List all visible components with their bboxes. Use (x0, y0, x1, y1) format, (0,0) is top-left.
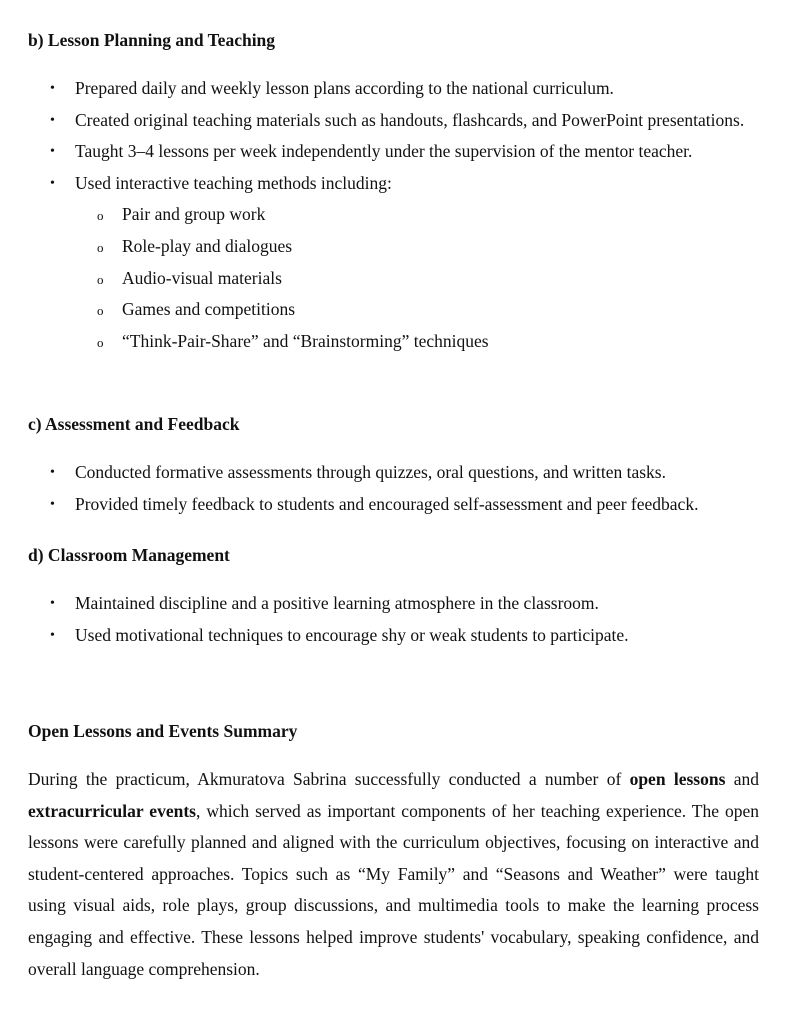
sub-list-item (75, 231, 759, 263)
bullet-icon: • (50, 627, 55, 643)
teaching-methods-sublist (75, 199, 759, 357)
circle-bullet-icon: o (97, 271, 104, 287)
sub-list-item (75, 199, 759, 231)
circle-bullet-icon: o (97, 239, 104, 255)
list-item-text: Conducted formative assessments through quizzes, oral questions, and written tasks. (75, 462, 666, 482)
list-item-text: Used motivational techniques to encourage shy or weak students to participate. (75, 624, 629, 645)
section-b-list (0, 73, 800, 357)
section-b-heading: b) Lesson Planning and Teaching (28, 30, 276, 50)
bullet-icon: • (50, 496, 55, 512)
sub-list-item-text: Games and competitions (122, 299, 296, 320)
summary-text-1: During the practicum, Akmuratova Sabrina successfully conducted a number of (28, 769, 630, 789)
list-item (0, 73, 800, 105)
list-item (0, 620, 800, 652)
sub-list-item-text: Role-play and dialogues (122, 235, 293, 256)
list-item (0, 489, 800, 521)
list-item-text: Prepared daily and weekly lesson plans according to the national curriculum. (75, 78, 614, 98)
summary-text-3: , which served as important components of her teaching experience. The open lessons were carefully planned and aligned with the curriculum objectives, focusing on interactive and student-centered approaches. Topics such as “My Family” and “Seasons and Weather” were taught using visual aids, role plays, group discussions, and multimedia tools to make the learning process engaging and effective. These lessons helped improve students' vocabulary, speaking confidence, and overall language comprehension. (28, 800, 760, 979)
list-item-text: Created original teaching materials such as handouts, flashcards, and PowerPoint presentations. (75, 109, 745, 130)
list-item-text: Maintained discipline and a positive learning atmosphere in the classroom. (75, 593, 599, 613)
section-d-list (0, 588, 800, 651)
sub-list-item (75, 263, 759, 295)
sub-list-item (75, 326, 759, 358)
bullet-icon: • (50, 81, 55, 96)
bullet-icon: • (50, 144, 55, 160)
list-item (0, 457, 800, 489)
sub-list-item-text: Pair and group work (122, 204, 266, 225)
sub-list-item-text: Audio-visual materials (122, 267, 282, 288)
list-item-text: Used interactive teaching methods including: (75, 172, 392, 193)
list-item (0, 136, 800, 168)
list-item-text: Provided timely feedback to students and encouraged self-assessment and peer feedback. (75, 493, 699, 514)
section-c-heading: c) Assessment and Feedback (28, 414, 240, 434)
summary-text-2: and (725, 769, 759, 789)
summary-paragraph (28, 764, 759, 985)
circle-bullet-icon: o (97, 208, 104, 224)
list-item (0, 588, 800, 620)
bullet-icon: • (50, 596, 55, 611)
list-item (0, 168, 800, 358)
summary-heading: Open Lessons and Events Summary (28, 721, 298, 741)
bullet-icon: • (50, 112, 55, 128)
section-c-list (0, 457, 800, 520)
summary-bold-extracurricular: extracurricular events (28, 800, 196, 821)
list-item-text: Taught 3–4 lessons per week independently under the supervision of the mentor teacher. (75, 141, 693, 162)
circle-bullet-icon: o (97, 303, 104, 319)
bullet-icon: • (50, 175, 55, 191)
bullet-icon: • (50, 465, 55, 480)
sub-list-item-text: “Think-Pair-Share” and “Brainstorming” techniques (122, 330, 489, 351)
list-item (0, 105, 800, 137)
summary-bold-open-lessons: open lessons (629, 769, 726, 789)
section-d-heading: d) Classroom Management (28, 545, 230, 565)
sub-list-item (75, 294, 759, 326)
circle-bullet-icon: o (97, 334, 104, 350)
